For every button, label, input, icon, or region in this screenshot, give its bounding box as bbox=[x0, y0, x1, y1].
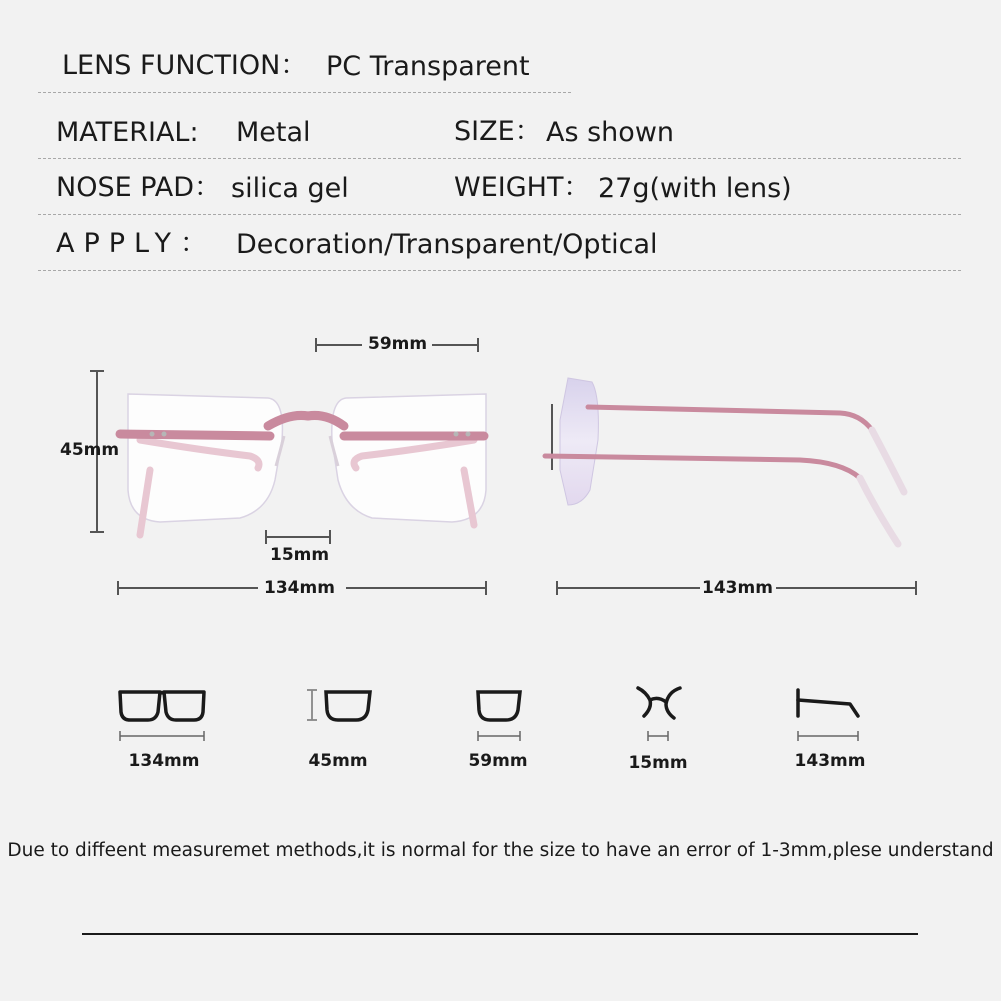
temple-length-icon-label: 143mm bbox=[794, 751, 866, 771]
bridge-icon-label: 15mm bbox=[628, 753, 688, 773]
weight-key: WEIGHT： bbox=[454, 172, 591, 203]
bridge-label: 15mm bbox=[270, 545, 330, 565]
lens-height-icon-label: 45mm bbox=[308, 751, 368, 771]
frame-width-icon-label: 134mm bbox=[128, 751, 200, 771]
bridge-icon bbox=[630, 684, 690, 744]
lens-width-icon-label: 59mm bbox=[468, 751, 528, 771]
frame-width-label: 134mm bbox=[264, 578, 335, 598]
weight-value: 27g(with lens) bbox=[598, 173, 792, 204]
temple-length-label: 143mm bbox=[702, 578, 773, 598]
size-value: As shown bbox=[546, 117, 675, 148]
bottom-divider bbox=[82, 933, 918, 935]
lens-function-key: LENS FUNCTION： bbox=[62, 50, 308, 81]
material-key: MATERIAL: bbox=[56, 117, 199, 148]
frame-width-icon bbox=[114, 686, 214, 746]
lens-height-icon bbox=[304, 686, 384, 736]
apply-value: Decoration/Transparent/Optical bbox=[236, 229, 658, 260]
nose-pad-key: NOSE PAD： bbox=[56, 172, 222, 203]
lens-height-label: 45mm bbox=[60, 440, 120, 460]
temple-length-icon bbox=[792, 686, 872, 746]
size-key: SIZE： bbox=[454, 116, 542, 147]
nose-pad-value: silica gel bbox=[231, 173, 349, 204]
lens-width-label: 59mm bbox=[368, 334, 428, 354]
apply-key: APPLY： bbox=[56, 228, 216, 259]
material-value: Metal bbox=[236, 117, 311, 148]
lens-width-icon bbox=[472, 686, 532, 746]
lens-function-value: PC Transparent bbox=[326, 51, 530, 82]
disclaimer-text: Due to diffeent measuremet methods,it is normal for the size to have an error of 1-3mm,plese understand bbox=[7, 840, 994, 861]
